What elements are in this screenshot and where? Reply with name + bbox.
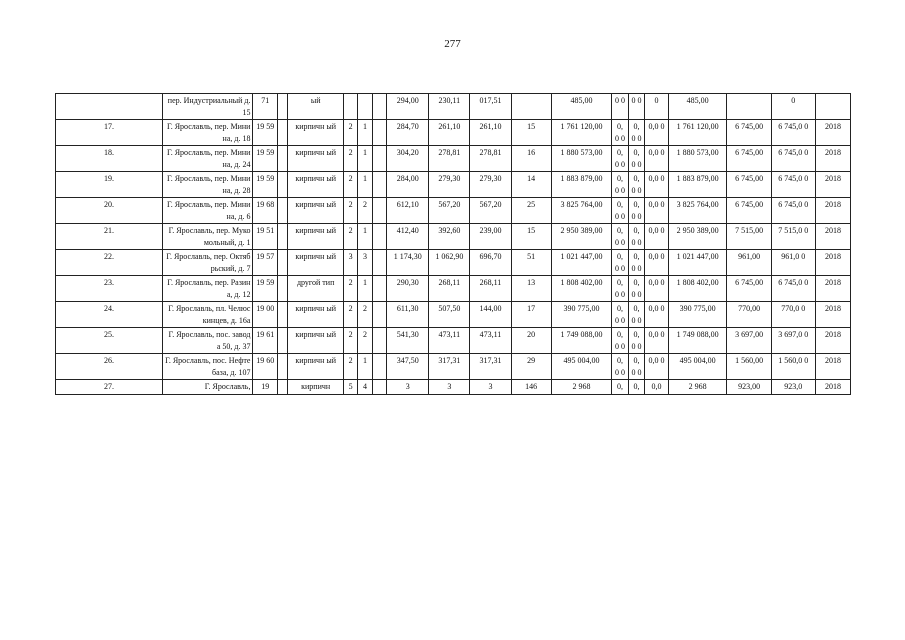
total-area-cell: 284,70 <box>387 120 429 146</box>
num-cell: 20. <box>56 198 163 224</box>
floors-cell <box>343 94 357 120</box>
living-area-cell: 268,11 <box>429 276 470 302</box>
fund-regional-cell: 0, 0 0 <box>628 328 644 354</box>
fund-federal-cell: 0, 0 0 <box>612 302 628 328</box>
cost-cell: 1 883 879,00 <box>551 172 612 198</box>
unit-cost-cell <box>727 94 771 120</box>
year-cell: 19 00 <box>253 302 278 328</box>
fund-regional-cell: 0, 0 0 <box>628 172 644 198</box>
table-row <box>56 172 851 198</box>
fund-federal-cell: 0, 0 0 <box>612 224 628 250</box>
fund-federal-cell: 0 0 <box>612 94 628 120</box>
blank-cell <box>372 380 386 395</box>
residents-cell: 20 <box>511 328 551 354</box>
total-area-cell: 612,10 <box>387 198 429 224</box>
max-cost-cell: 6 745,0 0 <box>771 172 815 198</box>
year-cell: 19 60 <box>253 354 278 380</box>
total-area-cell: 412,40 <box>387 224 429 250</box>
material-cell: кирпичн ый <box>288 224 344 250</box>
residents-cell: 13 <box>511 276 551 302</box>
blank-cell <box>372 276 386 302</box>
total-area-cell: 3 <box>387 380 429 395</box>
owners-fund-cell: 1 761 120,00 <box>668 120 727 146</box>
fund-local-cell: 0,0 0 <box>645 198 669 224</box>
entrances-cell: 4 <box>358 380 372 395</box>
fund-local-cell: 0,0 0 <box>645 328 669 354</box>
plan-year-cell: 2018 <box>815 198 850 224</box>
fund-local-cell: 0,0 0 <box>645 120 669 146</box>
fund-federal-cell: 0, 0 0 <box>612 276 628 302</box>
num-cell: 23. <box>56 276 163 302</box>
fund-regional-cell: 0 0 <box>628 94 644 120</box>
entrances-cell <box>358 94 372 120</box>
num-cell <box>56 94 163 120</box>
address-cell: Г. Ярославль, пер. Минина, д. 24 <box>162 146 253 172</box>
fund-federal-cell: 0, 0 0 <box>612 354 628 380</box>
residents-cell: 25 <box>511 198 551 224</box>
fund-federal-cell: 0, 0 0 <box>612 328 628 354</box>
cost-cell: 1 761 120,00 <box>551 120 612 146</box>
plan-year-cell <box>815 94 850 120</box>
private-area-cell: 696,70 <box>470 250 511 276</box>
living-area-cell: 473,11 <box>429 328 470 354</box>
blank-cell <box>372 94 386 120</box>
num-cell: 18. <box>56 146 163 172</box>
living-area-cell: 317,31 <box>429 354 470 380</box>
fund-local-cell: 0,0 0 <box>645 354 669 380</box>
blank-cell <box>278 146 288 172</box>
cost-cell: 2 968 <box>551 380 612 395</box>
living-area-cell: 567,20 <box>429 198 470 224</box>
cost-cell: 390 775,00 <box>551 302 612 328</box>
fund-regional-cell: 0, 0 0 <box>628 198 644 224</box>
private-area-cell: 144,00 <box>470 302 511 328</box>
cost-cell: 3 825 764,00 <box>551 198 612 224</box>
table-row <box>56 380 851 395</box>
year-cell: 19 51 <box>253 224 278 250</box>
fund-local-cell: 0,0 0 <box>645 172 669 198</box>
table-row <box>56 224 851 250</box>
residents-cell: 29 <box>511 354 551 380</box>
max-cost-cell: 961,0 0 <box>771 250 815 276</box>
blank-cell <box>372 302 386 328</box>
residents-cell: 15 <box>511 120 551 146</box>
address-cell: Г. Ярославль, пер. Минина, д. 6 <box>162 198 253 224</box>
private-area-cell: 279,30 <box>470 172 511 198</box>
blank-cell <box>372 172 386 198</box>
entrances-cell: 2 <box>358 198 372 224</box>
year-cell: 19 <box>253 380 278 395</box>
unit-cost-cell: 7 515,00 <box>727 224 771 250</box>
plan-year-cell: 2018 <box>815 276 850 302</box>
private-area-cell: 261,10 <box>470 120 511 146</box>
max-cost-cell: 6 745,0 0 <box>771 276 815 302</box>
unit-cost-cell: 3 697,00 <box>727 328 771 354</box>
total-area-cell: 304,20 <box>387 146 429 172</box>
max-cost-cell: 0 <box>771 94 815 120</box>
fund-regional-cell: 0, 0 0 <box>628 302 644 328</box>
owners-fund-cell: 1 749 088,00 <box>668 328 727 354</box>
cost-cell: 1 880 573,00 <box>551 146 612 172</box>
total-area-cell: 541,30 <box>387 328 429 354</box>
housing-registry-table <box>55 93 851 395</box>
entrances-cell: 3 <box>358 250 372 276</box>
private-area-cell: 017,51 <box>470 94 511 120</box>
table-row <box>56 354 851 380</box>
material-cell: кирпичн ый <box>288 302 344 328</box>
material-cell: кирпичн ый <box>288 328 344 354</box>
num-cell: 27. <box>56 380 163 395</box>
max-cost-cell: 770,0 0 <box>771 302 815 328</box>
total-area-cell: 611,30 <box>387 302 429 328</box>
residents-cell: 16 <box>511 146 551 172</box>
entrances-cell: 1 <box>358 354 372 380</box>
address-cell: Г. Ярославль, пер. Мукомольный, д. 1 <box>162 224 253 250</box>
address-cell: Г. Ярославль, <box>162 380 253 395</box>
fund-regional-cell: 0, <box>628 380 644 395</box>
material-cell: кирпичн ый <box>288 198 344 224</box>
blank-cell <box>372 198 386 224</box>
private-area-cell: 278,81 <box>470 146 511 172</box>
private-area-cell: 473,11 <box>470 328 511 354</box>
private-area-cell: 239,00 <box>470 224 511 250</box>
address-cell: Г. Ярославль, пос. Нефтебаза, д. 107 <box>162 354 253 380</box>
blank-cell <box>278 94 288 120</box>
fund-local-cell: 0,0 0 <box>645 224 669 250</box>
blank-cell <box>278 198 288 224</box>
fund-regional-cell: 0, 0 0 <box>628 120 644 146</box>
blank-cell <box>372 250 386 276</box>
owners-fund-cell: 495 004,00 <box>668 354 727 380</box>
private-area-cell: 317,31 <box>470 354 511 380</box>
max-cost-cell: 6 745,0 0 <box>771 146 815 172</box>
blank-cell <box>278 224 288 250</box>
total-area-cell: 294,00 <box>387 94 429 120</box>
max-cost-cell: 3 697,0 0 <box>771 328 815 354</box>
num-cell: 22. <box>56 250 163 276</box>
fund-local-cell: 0,0 <box>645 380 669 395</box>
living-area-cell: 278,81 <box>429 146 470 172</box>
table-row <box>56 250 851 276</box>
fund-federal-cell: 0, 0 0 <box>612 172 628 198</box>
owners-fund-cell: 485,00 <box>668 94 727 120</box>
owners-fund-cell: 2 968 <box>668 380 727 395</box>
unit-cost-cell: 6 745,00 <box>727 198 771 224</box>
blank-cell <box>372 146 386 172</box>
cost-cell: 495 004,00 <box>551 354 612 380</box>
unit-cost-cell: 6 745,00 <box>727 276 771 302</box>
floors-cell: 2 <box>343 354 357 380</box>
entrances-cell: 1 <box>358 146 372 172</box>
plan-year-cell: 2018 <box>815 172 850 198</box>
fund-local-cell: 0,0 0 <box>645 276 669 302</box>
year-cell: 19 59 <box>253 146 278 172</box>
fund-local-cell: 0,0 0 <box>645 146 669 172</box>
fund-federal-cell: 0, 0 0 <box>612 198 628 224</box>
cost-cell: 1 021 447,00 <box>551 250 612 276</box>
blank-cell <box>372 224 386 250</box>
table-row <box>56 276 851 302</box>
address-cell: пер. Индустриальный д. 15 <box>162 94 253 120</box>
max-cost-cell: 1 560,0 0 <box>771 354 815 380</box>
max-cost-cell: 6 745,0 0 <box>771 198 815 224</box>
table-row <box>56 302 851 328</box>
fund-federal-cell: 0, 0 0 <box>612 250 628 276</box>
blank-cell <box>278 354 288 380</box>
total-area-cell: 347,50 <box>387 354 429 380</box>
residents-cell: 146 <box>511 380 551 395</box>
fund-local-cell: 0,0 0 <box>645 302 669 328</box>
blank-cell <box>372 120 386 146</box>
material-cell: кирпичн ый <box>288 250 344 276</box>
material-cell: ый <box>288 94 344 120</box>
unit-cost-cell: 6 745,00 <box>727 172 771 198</box>
max-cost-cell: 7 515,0 0 <box>771 224 815 250</box>
living-area-cell: 392,60 <box>429 224 470 250</box>
plan-year-cell: 2018 <box>815 328 850 354</box>
plan-year-cell: 2018 <box>815 302 850 328</box>
total-area-cell: 284,00 <box>387 172 429 198</box>
floors-cell: 5 <box>343 380 357 395</box>
cost-cell: 1 808 402,00 <box>551 276 612 302</box>
fund-federal-cell: 0, 0 0 <box>612 146 628 172</box>
living-area-cell: 230,11 <box>429 94 470 120</box>
cost-cell: 2 950 389,00 <box>551 224 612 250</box>
owners-fund-cell: 1 021 447,00 <box>668 250 727 276</box>
material-cell: кирпичн <box>288 380 344 395</box>
living-area-cell: 3 <box>429 380 470 395</box>
unit-cost-cell: 1 560,00 <box>727 354 771 380</box>
max-cost-cell: 923,0 <box>771 380 815 395</box>
material-cell: кирпичн ый <box>288 172 344 198</box>
table-row <box>56 146 851 172</box>
blank-cell <box>278 380 288 395</box>
address-cell: Г. Ярославль, пер. Минина, д. 18 <box>162 120 253 146</box>
unit-cost-cell: 770,00 <box>727 302 771 328</box>
entrances-cell: 2 <box>358 328 372 354</box>
owners-fund-cell: 1 883 879,00 <box>668 172 727 198</box>
blank-cell <box>278 302 288 328</box>
plan-year-cell: 2018 <box>815 120 850 146</box>
fund-regional-cell: 0, 0 0 <box>628 224 644 250</box>
unit-cost-cell: 923,00 <box>727 380 771 395</box>
page-number: 277 <box>444 38 461 50</box>
floors-cell: 2 <box>343 276 357 302</box>
entrances-cell: 1 <box>358 224 372 250</box>
blank-cell <box>278 172 288 198</box>
num-cell: 24. <box>56 302 163 328</box>
owners-fund-cell: 390 775,00 <box>668 302 727 328</box>
max-cost-cell: 6 745,0 0 <box>771 120 815 146</box>
floors-cell: 2 <box>343 172 357 198</box>
total-area-cell: 1 174,30 <box>387 250 429 276</box>
year-cell: 19 59 <box>253 120 278 146</box>
floors-cell: 2 <box>343 328 357 354</box>
material-cell: кирпичн ый <box>288 146 344 172</box>
residents-cell: 51 <box>511 250 551 276</box>
table-row <box>56 198 851 224</box>
fund-federal-cell: 0, <box>612 380 628 395</box>
blank-cell <box>278 328 288 354</box>
plan-year-cell: 2018 <box>815 354 850 380</box>
living-area-cell: 261,10 <box>429 120 470 146</box>
fund-local-cell: 0 <box>645 94 669 120</box>
year-cell: 19 59 <box>253 276 278 302</box>
address-cell: Г. Ярославль, пер. Разина, д. 12 <box>162 276 253 302</box>
year-cell: 19 61 <box>253 328 278 354</box>
num-cell: 17. <box>56 120 163 146</box>
plan-year-cell: 2018 <box>815 380 850 395</box>
year-cell: 19 59 <box>253 172 278 198</box>
fund-regional-cell: 0, 0 0 <box>628 276 644 302</box>
owners-fund-cell: 2 950 389,00 <box>668 224 727 250</box>
address-cell: Г. Ярославль, пер. Октябрьский, д. 7 <box>162 250 253 276</box>
residents-cell <box>511 94 551 120</box>
plan-year-cell: 2018 <box>815 146 850 172</box>
year-cell: 19 68 <box>253 198 278 224</box>
entrances-cell: 1 <box>358 120 372 146</box>
unit-cost-cell: 961,00 <box>727 250 771 276</box>
residents-cell: 15 <box>511 224 551 250</box>
total-area-cell: 290,30 <box>387 276 429 302</box>
entrances-cell: 1 <box>358 276 372 302</box>
private-area-cell: 567,20 <box>470 198 511 224</box>
address-cell: Г. Ярославль, пер. Минина, д. 28 <box>162 172 253 198</box>
table-row <box>56 328 851 354</box>
address-cell: Г. Ярославль, пл. Челюскинцев, д. 16а <box>162 302 253 328</box>
unit-cost-cell: 6 745,00 <box>727 120 771 146</box>
residents-cell: 17 <box>511 302 551 328</box>
table-body <box>56 94 851 395</box>
unit-cost-cell: 6 745,00 <box>727 146 771 172</box>
num-cell: 19. <box>56 172 163 198</box>
plan-year-cell: 2018 <box>815 224 850 250</box>
entrances-cell: 2 <box>358 302 372 328</box>
floors-cell: 2 <box>343 302 357 328</box>
plan-year-cell: 2018 <box>815 250 850 276</box>
num-cell: 26. <box>56 354 163 380</box>
material-cell: кирпичн ый <box>288 354 344 380</box>
fund-regional-cell: 0, 0 0 <box>628 354 644 380</box>
floors-cell: 2 <box>343 120 357 146</box>
address-cell: Г. Ярославль, пос. завода 50, д. 37 <box>162 328 253 354</box>
floors-cell: 2 <box>343 198 357 224</box>
material-cell: другой тип <box>288 276 344 302</box>
owners-fund-cell: 3 825 764,00 <box>668 198 727 224</box>
year-cell: 71 <box>253 94 278 120</box>
floors-cell: 2 <box>343 146 357 172</box>
living-area-cell: 1 062,90 <box>429 250 470 276</box>
living-area-cell: 507,50 <box>429 302 470 328</box>
blank-cell <box>278 120 288 146</box>
year-cell: 19 57 <box>253 250 278 276</box>
table-row <box>56 120 851 146</box>
private-area-cell: 3 <box>470 380 511 395</box>
floors-cell: 3 <box>343 250 357 276</box>
num-cell: 25. <box>56 328 163 354</box>
fund-regional-cell: 0, 0 0 <box>628 250 644 276</box>
private-area-cell: 268,11 <box>470 276 511 302</box>
material-cell: кирпичн ый <box>288 120 344 146</box>
residents-cell: 14 <box>511 172 551 198</box>
table-row <box>56 94 851 120</box>
blank-cell <box>278 250 288 276</box>
living-area-cell: 279,30 <box>429 172 470 198</box>
fund-federal-cell: 0, 0 0 <box>612 120 628 146</box>
fund-regional-cell: 0, 0 0 <box>628 146 644 172</box>
owners-fund-cell: 1 808 402,00 <box>668 276 727 302</box>
owners-fund-cell: 1 880 573,00 <box>668 146 727 172</box>
num-cell: 21. <box>56 224 163 250</box>
fund-local-cell: 0,0 0 <box>645 250 669 276</box>
blank-cell <box>278 276 288 302</box>
blank-cell <box>372 354 386 380</box>
cost-cell: 1 749 088,00 <box>551 328 612 354</box>
cost-cell: 485,00 <box>551 94 612 120</box>
blank-cell <box>372 328 386 354</box>
floors-cell: 2 <box>343 224 357 250</box>
entrances-cell: 1 <box>358 172 372 198</box>
